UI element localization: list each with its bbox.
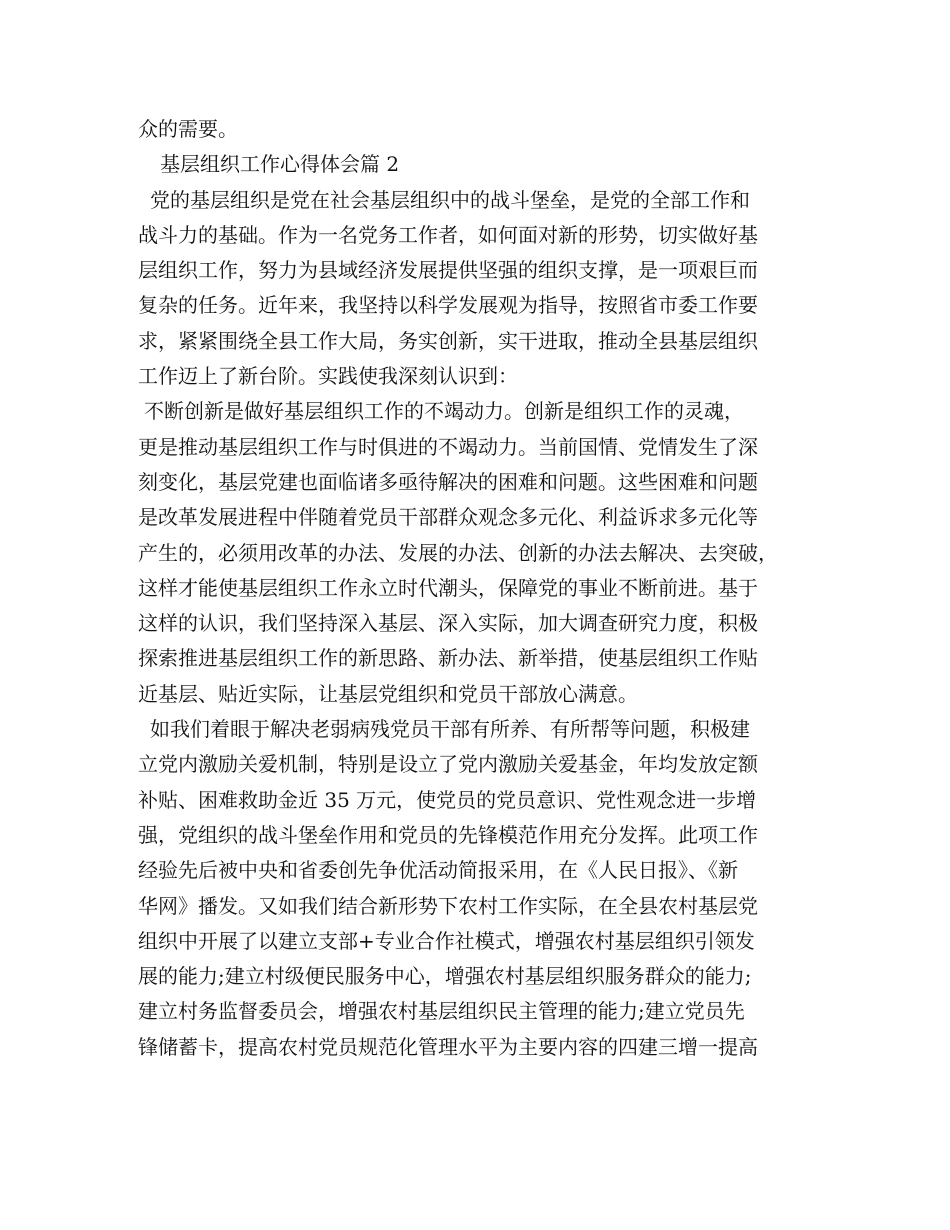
- text-line: 众的需要。: [138, 117, 238, 141]
- document-body: [138, 112, 828, 1065]
- section-heading: 基层组织工作心得体会篇 2: [160, 152, 400, 177]
- text-line: 立党内激励关爱机制，特别是设立了党内激励关爱基金，年均发放定额: [138, 752, 758, 777]
- text-line: 锋储蓄卡，提高农村党员规范化管理水平为主要内容的四建三增一提高: [138, 1034, 758, 1059]
- text-line: 建立村务监督委员会，增强农村基层组织民主管理的能力;建立党员先: [138, 999, 745, 1024]
- text-line: 求，紧紧围绕全县工作大局，务实创新，实干进取，推动全县基层组织: [138, 328, 758, 353]
- text-line: 层组织工作，努力为县域经济发展提供坚强的组织支撑，是一项艰巨而: [138, 258, 758, 283]
- text-line: 展的能力;建立村级便民服务中心，增强农村基层组织服务群众的能力;: [138, 964, 752, 989]
- text-line: 这样的认识，我们坚持深入基层、深入实际，加大调查研究力度，积极: [138, 611, 758, 636]
- text-line: 更是推动基层组织工作与时俱进的不竭动力。当前国情、党情发生了深: [138, 434, 758, 459]
- text-line: 探索推进基层组织工作的新思路、新办法、新举措，使基层组织工作贴: [138, 646, 758, 671]
- text-line: 近基层、贴近实际，让基层党组织和党员干部放心满意。: [138, 681, 638, 706]
- text-line: 战斗力的基础。作为一名党务工作者，如何面对新的形势，切实做好基: [138, 222, 758, 247]
- text-line: 组织中开展了以建立支部+专业合作社模式，增强农村基层组织引领发: [138, 928, 755, 953]
- text-line: 刻变化，基层党建也面临诸多亟待解决的困难和问题。这些困难和问题: [138, 469, 758, 494]
- text-line: 强，党组织的战斗堡垒作用和党员的先锋模范作用充分发挥。此项工作: [138, 822, 758, 847]
- text-line: 产生的，必须用改革的办法、发展的办法、创新的办法去解决、去突破，: [138, 540, 778, 565]
- text-line: 是改革发展进程中伴随着党员干部群众观念多元化、利益诉求多元化等: [138, 505, 758, 530]
- text-line: 华网》播发。又如我们结合新形势下农村工作实际，在全县农村基层党: [138, 893, 758, 918]
- text-line: 如我们着眼于解决老弱病残党员干部有所养、有所帮等问题，积极建: [150, 717, 750, 742]
- text-line: 补贴、困难救助金近 35 万元，使党员的党员意识、党性观念进一步增: [138, 787, 757, 812]
- text-line: 这样才能使基层组织工作永立时代潮头，保障党的事业不断前进。基于: [138, 575, 758, 600]
- text-line: 工作迈上了新台阶。实践使我深刻认识到：: [138, 364, 518, 389]
- text-line: 复杂的任务。近年来，我坚持以科学发展观为指导，按照省市委工作要: [138, 293, 758, 318]
- text-line: 党的基层组织是党在社会基层组织中的战斗堡垒，是党的全部工作和: [150, 187, 750, 212]
- text-line: 不断创新是做好基层组织工作的不竭动力。创新是组织工作的灵魂，: [144, 399, 744, 424]
- text-line: 经验先后被中央和省委创先争优活动简报采用，在《人民日报》、《新: [138, 858, 738, 883]
